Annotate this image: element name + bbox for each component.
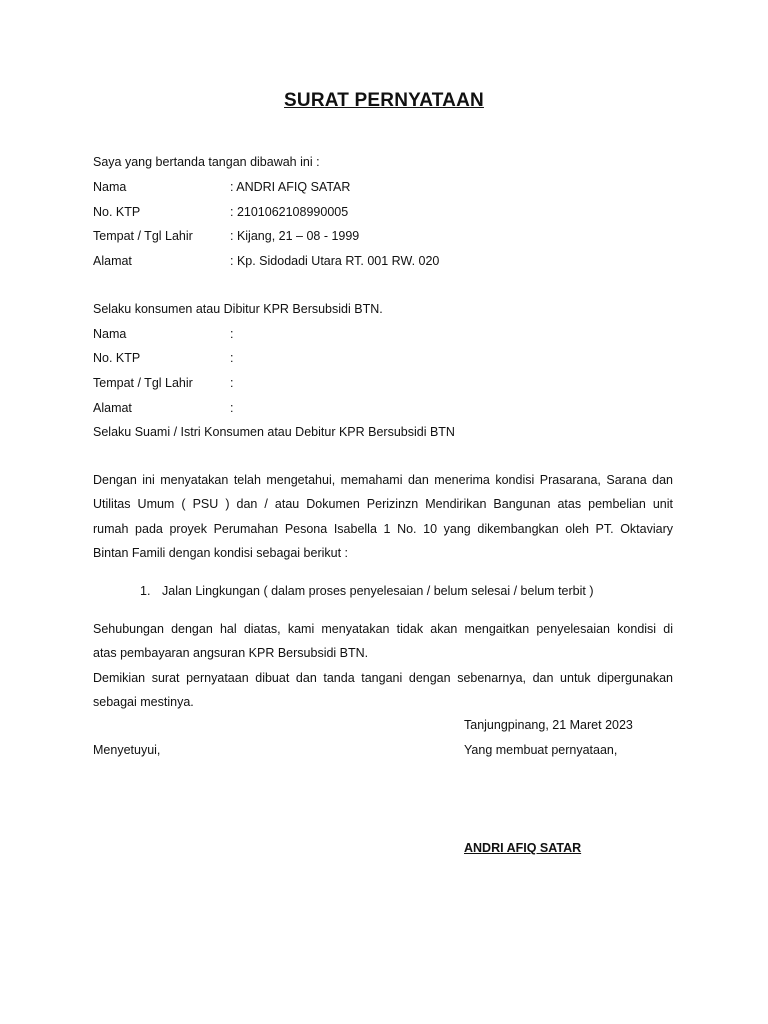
intro-text: Saya yang bertanda tangan dibawah ini :	[93, 155, 320, 169]
declarant-name-label: Nama	[93, 180, 127, 194]
consumer-birth-label: Tempat / Tgl Lahir	[93, 376, 193, 390]
consumer-name-value: :	[230, 327, 234, 341]
consumer-ktp-label: No. KTP	[93, 351, 141, 365]
closing-paragraph-1	[93, 617, 673, 666]
closing-paragraph-2	[93, 666, 673, 715]
consumer-ktp-value: :	[230, 351, 234, 365]
closing-line: Sehubungan dengan hal diatas, kami menyatakan tidak akan mengaitkan penyelesaian kondisi di	[93, 622, 673, 636]
declarant-signature-label: Yang membuat pernyataan,	[464, 743, 618, 757]
statement-line: Bintan Famili dengan kondisi sebagai berikut :	[93, 545, 349, 560]
closing-line: sebagai mestinya.	[93, 695, 194, 710]
statement-line: Utilitas Umum ( PSU ) dan / atau Dokumen Perizinzn Mendirikan Bangunan atas pembelian unit	[93, 497, 673, 512]
declarant-address-label: Alamat	[93, 254, 132, 268]
consumer-address-label: Alamat	[93, 401, 132, 415]
closing-line: atas pembayaran angsuran KPR Bersubsidi BTN.	[93, 646, 369, 661]
closing-line: Demikian surat pernyataan dibuat dan tanda tangani dengan sebenarnya, dan untuk dipergunakan	[93, 671, 673, 685]
declarant-name-value: : ANDRI AFIQ SATAR	[230, 180, 351, 194]
declarant-address-value: : Kp. Sidodadi Utara RT. 001 RW. 020	[230, 254, 440, 268]
statement-line: Dengan ini menyatakan telah mengetahui, memahami dan menerima kondisi Prasarana, Sarana dan	[93, 473, 673, 487]
declarant-birth-value: : Kijang, 21 – 08 - 1999	[230, 229, 360, 243]
statement-line: rumah pada proyek Perumahan Pesona Isabella 1 No. 10 yang dikembangkan oleh PT. Oktaviary	[93, 521, 673, 536]
approval-label: Menyetuyui,	[93, 743, 161, 757]
statement-paragraph	[93, 468, 673, 565]
declarant-ktp-value: : 2101062108990005	[230, 205, 349, 219]
consumer-address-value: :	[230, 401, 234, 415]
condition-text: Jalan Lingkungan ( dalam proses penyelesaian / belum selesai / belum terbit )	[162, 584, 594, 598]
consumer-name-label: Nama	[93, 327, 127, 341]
consumer-heading: Selaku konsumen atau Dibitur KPR Bersubsidi BTN.	[93, 302, 383, 316]
declarant-birth-label: Tempat / Tgl Lahir	[93, 229, 193, 243]
place-date: Tanjungpinang, 21 Maret 2023	[464, 718, 633, 732]
declarant-ktp-label: No. KTP	[93, 205, 141, 219]
consumer-birth-value: :	[230, 376, 234, 390]
signer-name: ANDRI AFIQ SATAR	[464, 841, 582, 855]
spouse-line: Selaku Suami / Istri Konsumen atau Debitur KPR Bersubsidi BTN	[93, 425, 455, 439]
condition-number: 1.	[140, 584, 151, 598]
page-title: SURAT PERNYATAAN	[284, 90, 484, 111]
